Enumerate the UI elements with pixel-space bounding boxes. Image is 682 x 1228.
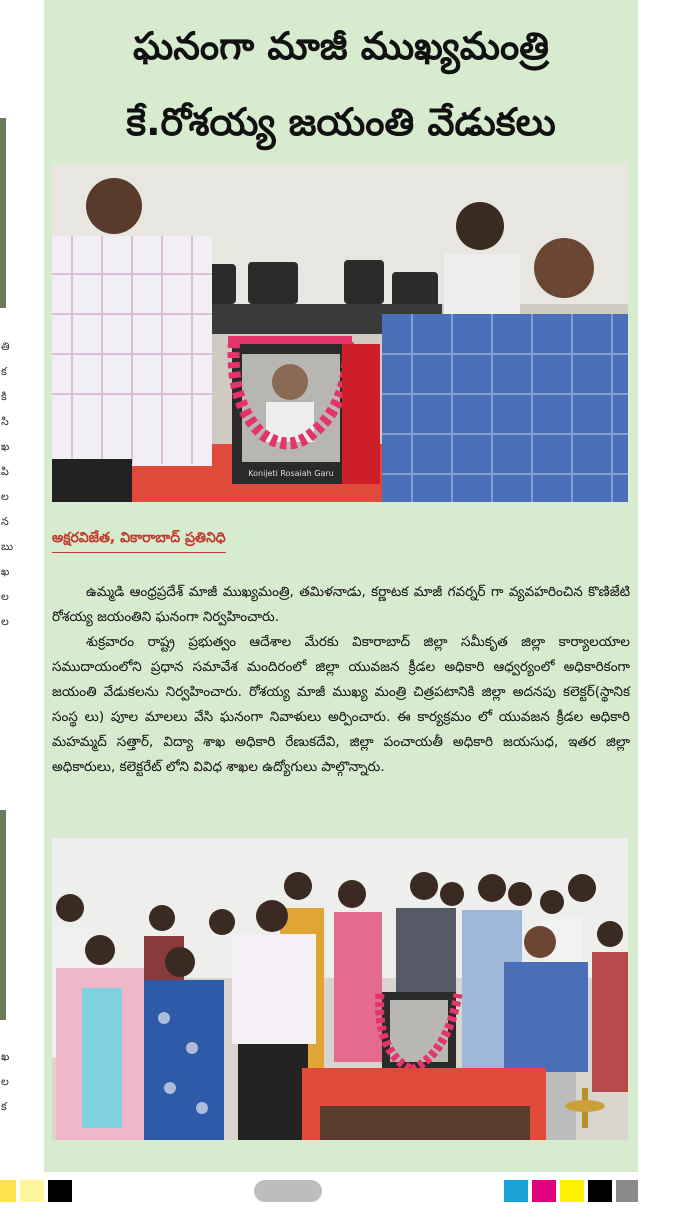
photo-garlanding-ceremony: [52, 164, 628, 502]
adjacent-text-glyph: ల: [1, 615, 9, 628]
adjacent-text-glyph: ల: [1, 1075, 9, 1088]
adjacent-text-glyph: ల: [1, 490, 9, 503]
adjacent-text-glyph: క: [1, 1100, 7, 1113]
adjacent-text-glyph: బు: [1, 540, 14, 553]
adjacent-text-glyph: కి: [1, 390, 7, 403]
adjacent-text-glyph: ఖ: [1, 440, 10, 453]
adjacent-text-glyph: సి: [1, 415, 9, 428]
adjacent-text-glyph: న: [1, 515, 9, 528]
body-paragraph: ఉమ్మడి ఆంధ్రప్రదేశ్ మాజీ ముఖ్యమంత్రి, తమిళనాడు, కర్ణాటక మాజీ గవర్నర్ గా వ్యవహరించిన కొణిజేటి రోశయ్య జయంతిని ఘనంగా నిర్వహించారు.: [52, 584, 630, 625]
byline-dateline: అక్షరవిజేత, వికారాబాద్ ప్రతినిధి: [52, 530, 226, 553]
body-paragraph: శుక్రవారం రాష్ట్ర ప్రభుత్వం ఆదేశాల మేరకు వికారాబాద్ జిల్లా సమీకృత జిల్లా కార్యాలయాల సముదాయంలోని ప్రధాన సమావేశ మందిరంలో జిల్లా యువజన క్రీడల అధికారి ఆధ్వర్యంలో అధికారికంగా జయంతి వేడుకలను నిర్వహించారు. రోశయ్య మాజీ ముఖ్య మంత్రి చిత్రపటానికి జిల్లా అదనపు కలెక్టర్(స్థానిక సంస్థ లు) పూల మాలలు వేసి ఘనంగా నివాళులు అర్పించారు. ఈ కార్యక్రమం లో యువజన క్రీడల అధికారి మహమ్మద్ సత్తార్, విద్యా శాఖ అధికారి రేణుకదేవి, జిల్లా పంచాయతీ అధికారి జయసుధ, ఇతర జిల్లా అధికారులు, కలెక్టరేట్ లోని వివిధ శాఖల ఉద్యోగులు పాల్గొన్నారు.: [52, 634, 630, 775]
adjacent-text-glyph: ఖ: [1, 565, 10, 578]
adjacent-text-glyph: తి: [1, 340, 10, 353]
registration-swatch: [588, 1180, 612, 1202]
registration-swatch: [20, 1180, 44, 1202]
photo-group-officials: [52, 838, 628, 1140]
headline-line-2: కే.రోశయ్య జయంతి వేడుకలు: [126, 100, 556, 144]
adjacent-column-edge: [0, 0, 14, 1180]
headline-line-1: ఘనంగా మాజీ ముఖ్యమంత్రి: [133, 24, 549, 68]
adjacent-photo-edge: [0, 118, 6, 308]
adjacent-photo-edge: [0, 810, 6, 1020]
news-article: [44, 0, 638, 1172]
registration-swatch: [0, 1180, 16, 1202]
registration-swatch: [616, 1180, 638, 1202]
registration-swatch: [532, 1180, 556, 1202]
portrait-frame-caption: Konijeti Rosaiah Garu: [248, 469, 334, 478]
article-body: [52, 580, 630, 780]
registration-swatch: [560, 1180, 584, 1202]
article-headline: [44, 8, 638, 160]
page-scroll-indicator[interactable]: [254, 1180, 322, 1202]
adjacent-text-glyph: పి: [1, 465, 9, 478]
adjacent-text-glyph: ఖ: [1, 1050, 10, 1063]
adjacent-text-glyph: క: [1, 365, 7, 378]
registration-swatch: [504, 1180, 528, 1202]
adjacent-text-glyph: ల: [1, 590, 9, 603]
registration-swatch: [48, 1180, 72, 1202]
